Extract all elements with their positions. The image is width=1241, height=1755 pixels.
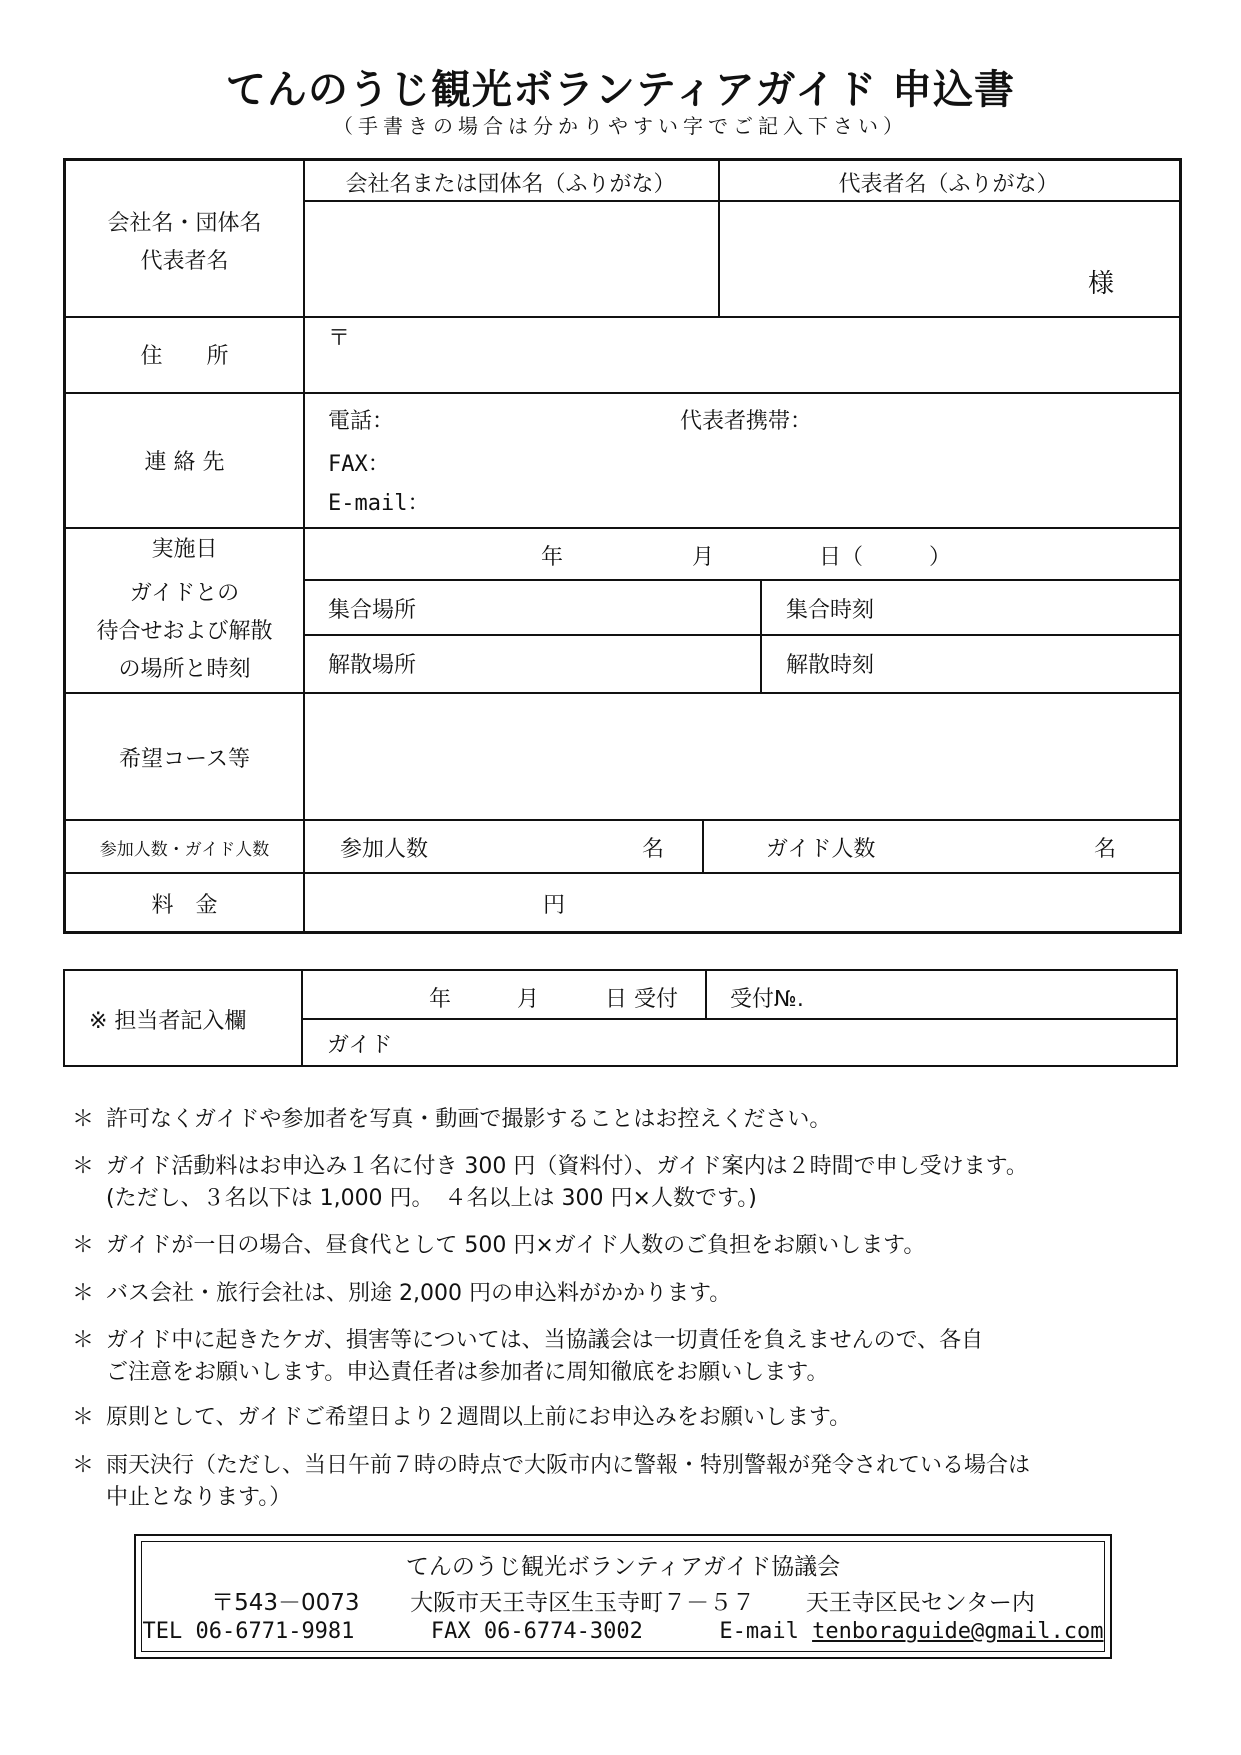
staff-box bbox=[63, 969, 1178, 1067]
contact-label: 連 絡 先 bbox=[144, 450, 225, 475]
count-label: 参加人数・ガイド人数 bbox=[99, 840, 270, 860]
note-item bbox=[72, 1278, 731, 1310]
meet-time-label: 集合時刻 bbox=[786, 598, 875, 623]
note-mark: ＊ bbox=[72, 1107, 95, 1132]
org-label-line2: 代表者名 bbox=[140, 249, 229, 274]
fax-label: FAX： bbox=[328, 452, 390, 477]
note-mark: ＊ bbox=[72, 1405, 95, 1430]
footer-fax: FAX 06-6774-3002 bbox=[430, 1619, 643, 1644]
participants-label: 参加人数 bbox=[340, 837, 429, 862]
email-label: E-mail： bbox=[328, 491, 430, 516]
footer-tel: TEL 06-6771-9981 bbox=[142, 1619, 355, 1644]
receipt-number-label: 受付№. bbox=[730, 987, 804, 1012]
org-label bbox=[66, 205, 303, 281]
note-mark: ＊ bbox=[72, 1328, 95, 1353]
note-mark: ＊ bbox=[72, 1233, 95, 1258]
note-text: ガイド中に起きたケガ、損害等については、当協議会は一切責任を負えませんので、各自 bbox=[106, 1328, 984, 1353]
course-label: 希望コース等 bbox=[119, 747, 250, 772]
note-text: ご注意をお願いします。申込責任者は参加者に周知徹底をお願いします。 bbox=[106, 1360, 829, 1385]
staff-month: 月 bbox=[517, 987, 540, 1012]
org-name-header: 会社名または団体名（ふりがな） bbox=[345, 172, 676, 197]
footer-email-link[interactable]: tenboraguide@gmail.com bbox=[812, 1619, 1104, 1644]
application-form bbox=[63, 158, 1182, 934]
note-item bbox=[72, 1230, 925, 1262]
date-day: 日（ ） bbox=[819, 545, 952, 570]
meet-place-label: 集合場所 bbox=[328, 598, 417, 623]
note-item bbox=[72, 1402, 851, 1434]
footer-address-line bbox=[136, 1584, 1110, 1617]
note-item bbox=[72, 1151, 1028, 1215]
course-field[interactable] bbox=[307, 696, 1177, 817]
staff-year: 年 bbox=[429, 987, 452, 1012]
org-label-line1: 会社名・団体名 bbox=[107, 211, 262, 236]
address-label: 住 所 bbox=[140, 344, 229, 369]
footer-org: てんのうじ観光ボランティアガイド協議会 bbox=[405, 1554, 841, 1580]
staff-day-received: 日 受付 bbox=[605, 987, 678, 1012]
honorific-sama: 様 bbox=[1088, 269, 1115, 299]
meet-label-line3: の場所と時刻 bbox=[118, 657, 251, 682]
note-text: ガイドが一日の場合、昼食代として 500 円×ガイド人数のご負担をお願いします。 bbox=[106, 1233, 926, 1258]
fee-label: 料 金 bbox=[151, 893, 218, 918]
date-label: 実施日 bbox=[151, 537, 218, 562]
footer-email-label: E-mail bbox=[719, 1619, 799, 1644]
date-meeting-label bbox=[66, 531, 303, 689]
note-item bbox=[72, 1450, 1030, 1514]
dismiss-place-label: 解散場所 bbox=[328, 653, 417, 678]
note-text: 雨天決行（ただし、当日午前７時の時点で大阪市内に警報・特別警報が発令されている場合は bbox=[106, 1453, 1031, 1478]
fee-unit: 円 bbox=[543, 893, 566, 918]
staff-guide-label: ガイド bbox=[327, 1033, 393, 1058]
staff-label: ※ 担当者記入欄 bbox=[89, 1009, 247, 1034]
note-mark: ＊ bbox=[72, 1281, 95, 1306]
meet-label-line1: ガイドとの bbox=[129, 581, 240, 606]
guides-label: ガイド人数 bbox=[766, 837, 876, 862]
date-year: 年 bbox=[541, 545, 564, 570]
footer-contact-line bbox=[136, 1619, 1110, 1644]
note-text: バス会社・旅行会社は、別途 2,000 円の申込料がかかります。 bbox=[106, 1281, 732, 1306]
address-field[interactable] bbox=[307, 320, 1177, 390]
note-text: 原則として、ガイドご希望日より２週間以上前にお申込みをお願いします。 bbox=[106, 1405, 852, 1430]
note-text: 許可なくガイドや参加者を写真・動画で撮影することはお控えください。 bbox=[106, 1107, 832, 1132]
page-subtitle: （手書きの場合は分かりやすい字でご記入下さい） bbox=[333, 114, 908, 138]
note-text: 中止となります。） bbox=[106, 1485, 292, 1510]
note-item bbox=[72, 1104, 831, 1136]
contact-footer bbox=[134, 1534, 1112, 1659]
participants-unit: 名 bbox=[642, 837, 665, 862]
postal-mark: 〒 bbox=[328, 326, 351, 351]
meet-label-line2: 待合せおよび解散 bbox=[96, 619, 273, 644]
rep-name-header: 代表者名（ふりがな） bbox=[838, 172, 1059, 197]
footer-venue: 天王寺区民センター内 bbox=[805, 1590, 1035, 1616]
dismiss-time-label: 解散時刻 bbox=[786, 653, 875, 678]
phone-label: 電話： bbox=[328, 409, 395, 434]
note-item bbox=[72, 1325, 983, 1389]
rep-mobile-label: 代表者携帯： bbox=[680, 409, 813, 434]
note-mark: ＊ bbox=[72, 1154, 95, 1179]
note-text: ガイド活動料はお申込み１名に付き 300 円（資料付）、ガイド案内は２時間で申し受けます。 bbox=[106, 1154, 1028, 1179]
date-month: 月 bbox=[692, 545, 715, 570]
page-title: てんのうじ観光ボランティアガイド 申込書 bbox=[225, 67, 1016, 113]
guides-unit: 名 bbox=[1094, 837, 1117, 862]
note-text: (ただし、３名以下は 1,000 円。 ４名以上は 300 円×人数です。) bbox=[106, 1186, 757, 1211]
footer-postal: 〒543－0073 bbox=[211, 1590, 360, 1616]
footer-address: 大阪市天王寺区生玉寺町７－５７ bbox=[410, 1590, 756, 1616]
org-name-field[interactable] bbox=[307, 204, 715, 314]
note-mark: ＊ bbox=[72, 1453, 95, 1478]
